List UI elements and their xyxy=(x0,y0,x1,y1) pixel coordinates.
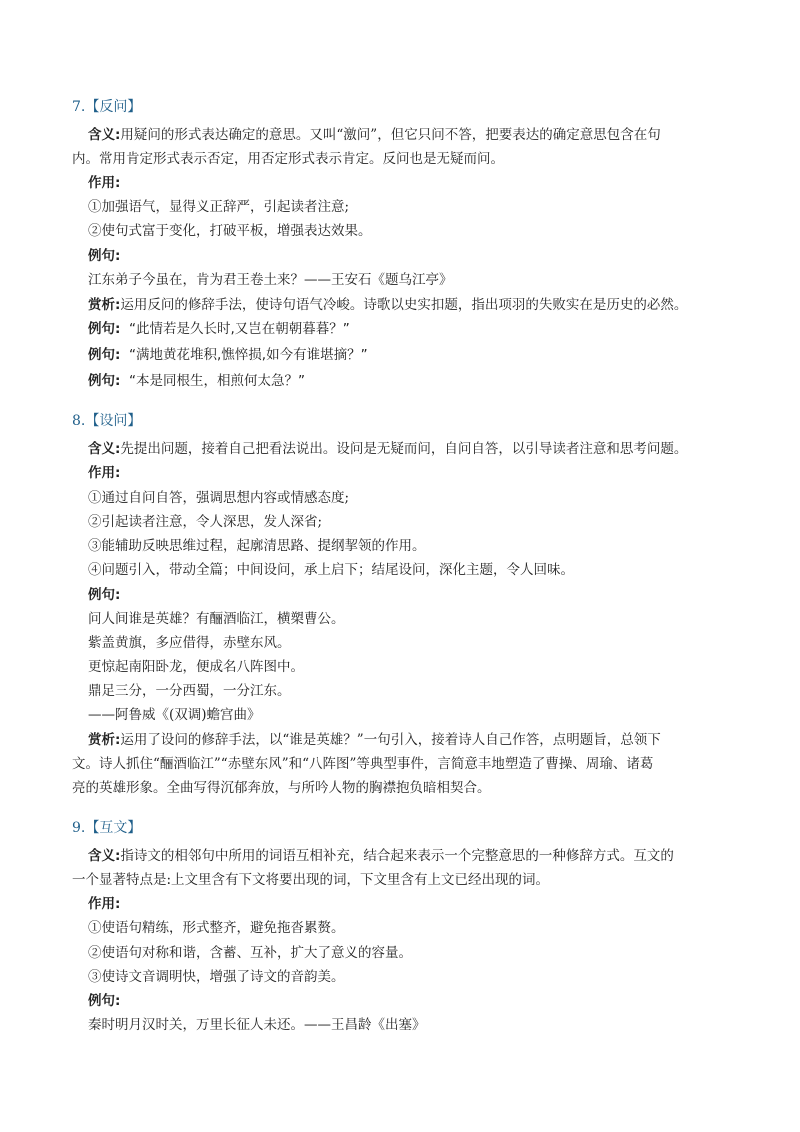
s8-definition-text: 先提出问题，接着自己把看法说出。设问是无疑而问，自问自答，以引导读者注意和思考问题。 xyxy=(120,441,688,457)
section-9-heading: 9.【互文】 xyxy=(72,820,142,836)
s8-analysis-text: 运用了设问的修辞手法，以“谁是英雄？”一句引入，接着诗人自己作答，点明题旨，总领下 xyxy=(120,732,661,748)
s8-effect-2: ②引起读者注意，令人深思，发人深省; xyxy=(88,514,323,530)
s9-example-label: 例句: xyxy=(88,993,121,1009)
s7-definition xyxy=(88,126,661,144)
s9-definition-continued: 一个显著特点是:上文里含有下文将要出现的词，下文里含有上文已经出现的词。 xyxy=(72,872,550,888)
s8-definition-label: 含义: xyxy=(88,441,121,457)
s7-example-4-label: 例句: xyxy=(88,373,121,389)
s9-definition-text: 指诗文的相邻句中所用的词语互相补充，结合起来表示一个完整意思的一种修辞方式。互文的 xyxy=(120,848,674,864)
s8-example-label: 例句: xyxy=(88,587,121,603)
s8-analysis xyxy=(88,731,661,749)
s9-effect-label: 作用: xyxy=(88,896,121,912)
s8-definition xyxy=(88,440,687,458)
s9-effect-2: ②使语句对称和谐，含蓄、互补，扩大了意义的容量。 xyxy=(88,945,412,961)
s9-definition-label: 含义: xyxy=(88,848,121,864)
s7-example-4-text: “本是同根生，相煎何太急？” xyxy=(129,373,305,389)
s7-definition-label: 含义: xyxy=(88,127,121,143)
s8-effect-label: 作用: xyxy=(88,465,121,481)
s8-effect-3: ③能辅助反映思维过程，起廓清思路、提纲挈领的作用。 xyxy=(88,538,426,554)
section-7-heading: 7.【反问】 xyxy=(72,99,142,115)
s9-definition xyxy=(88,847,674,865)
s7-example-3-text: “满地黄花堆积,憔悴损,如今有谁堪摘？” xyxy=(129,347,368,363)
section-8-heading: 8.【设问】 xyxy=(72,413,142,429)
s8-poem-source: ——阿鲁威《(双调)蟾宫曲》 xyxy=(88,707,261,723)
s7-example-text: 江东弟子今虽在，肯为君王卷土来？——王安石《题乌江亭》 xyxy=(88,272,453,288)
s7-example-2-text: “此情若是久长时,又岂在朝朝暮暮？” xyxy=(129,321,350,337)
s8-analysis-continued-2: 亮的英雄形象。全曲写得沉郁奔放，与所吟人物的胸襟抱负暗相契合。 xyxy=(72,780,491,796)
s8-analysis-label: 赏析: xyxy=(88,732,121,748)
s8-analysis-continued-1: 文。诗人抓住“酾酒临江”“赤壁东风”和“八阵图”等典型事件，言简意丰地塑造了曹操、周瑜、诸葛 xyxy=(72,756,654,772)
s9-effect-1: ①使语句精练，形式整齐，避免拖沓累赘。 xyxy=(88,920,345,936)
s7-example-2 xyxy=(88,320,350,338)
s7-analysis-text: 运用反问的修辞手法，使诗句语气冷峻。诗歌以史实扣题，指出项羽的失败实在是历史的必然。 xyxy=(120,297,688,313)
s9-example-text: 秦时明月汉时关，万里长征人未还。——王昌龄《出塞》 xyxy=(88,1017,426,1033)
s7-effect-label: 作用: xyxy=(88,175,121,191)
s7-definition-continued: 内。常用肯定形式表示否定，用否定形式表示肯定。反问也是无疑而问。 xyxy=(72,151,504,167)
s7-example-4 xyxy=(88,372,305,390)
s9-effect-3: ③使诗文音调明快，增强了诗文的音韵美。 xyxy=(88,969,345,985)
s8-poem-line-1: 问人间谁是英雄？有酾酒临江，横槊曹公。 xyxy=(88,611,345,627)
s7-example-3 xyxy=(88,346,368,364)
s7-example-3-label: 例句: xyxy=(88,347,121,363)
s7-example-label: 例句: xyxy=(88,248,121,264)
s7-analysis xyxy=(88,296,687,314)
s8-effect-4: ④问题引入，带动全篇；中间设问，承上启下；结尾设问，深化主题，令人回味。 xyxy=(88,562,574,578)
s8-poem-line-2: 紫盖黄旗，多应借得，赤壁东风。 xyxy=(88,635,291,651)
s8-effect-1: ①通过自问自答，强调思想内容或情感态度; xyxy=(88,490,350,506)
s7-example-2-label: 例句: xyxy=(88,321,121,337)
s8-poem-line-3: 更惊起南阳卧龙，便成名八阵图中。 xyxy=(88,659,304,675)
s7-effect-1: ①加强语气，显得义正辞严，引起读者注意; xyxy=(88,199,350,215)
s8-poem-line-4: 鼎足三分，一分西蜀，一分江东。 xyxy=(88,683,291,699)
s7-effect-2: ②使句式富于变化，打破平板，增强表达效果。 xyxy=(88,223,372,239)
s7-definition-text: 用疑问的形式表达确定的意思。又叫“激问”，但它只问不答，把要表达的确定意思包含在句 xyxy=(120,127,661,143)
s7-analysis-label: 赏析: xyxy=(88,297,121,313)
